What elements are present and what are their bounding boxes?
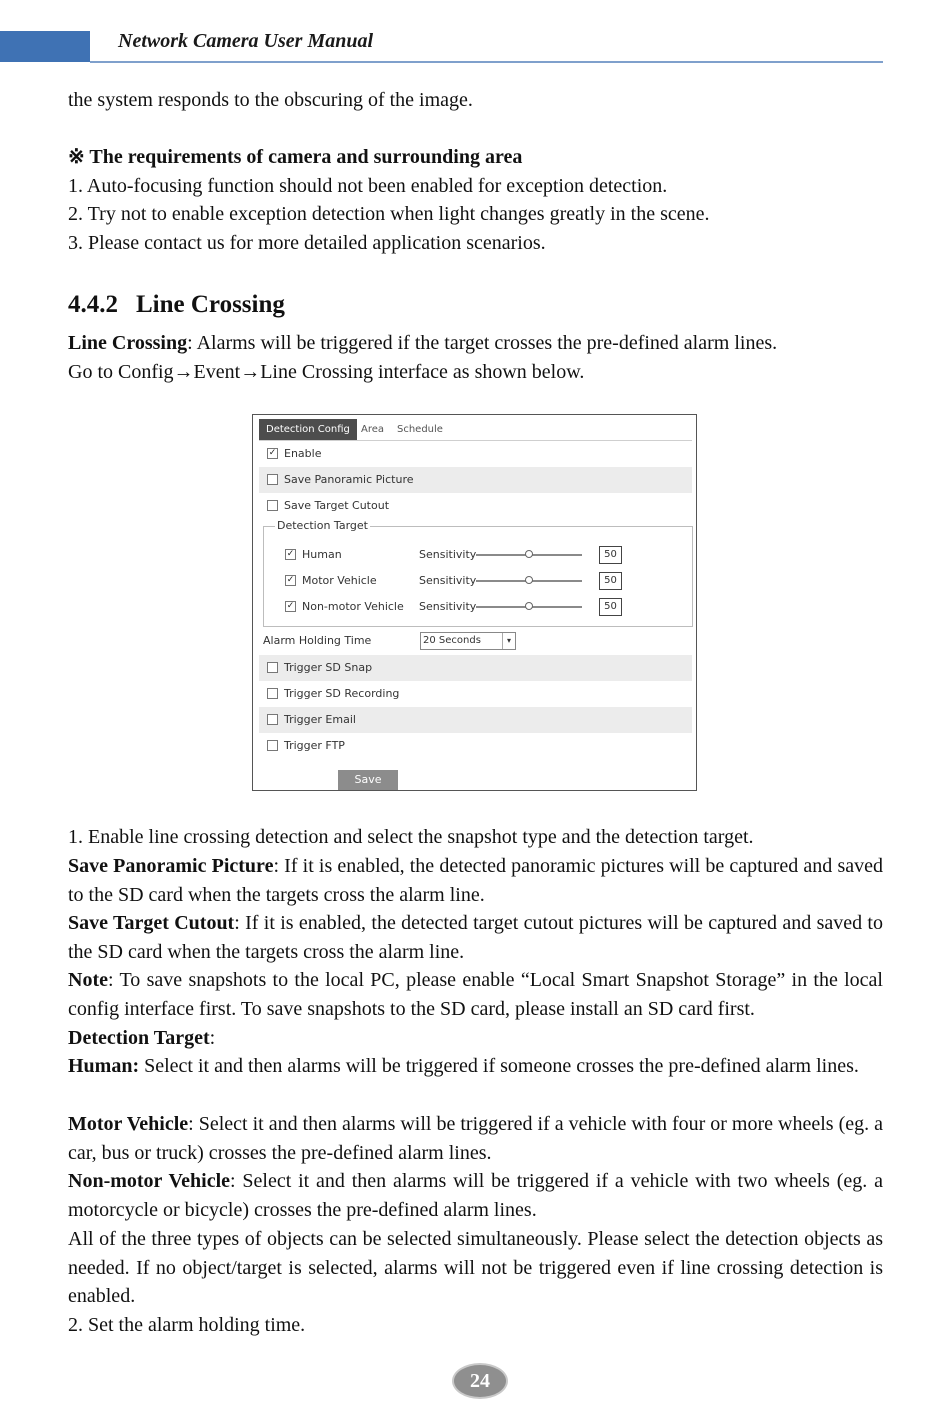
trigger-ftp-checkbox[interactable]	[267, 740, 278, 751]
sensitivity-slider[interactable]	[476, 580, 582, 582]
trigger-email-row[interactable]	[259, 707, 692, 733]
save-cutout-row[interactable]	[259, 493, 692, 519]
term: Save Target Cutout	[68, 912, 235, 934]
term: Human:	[68, 1055, 140, 1077]
term: Detection Target	[68, 1027, 210, 1049]
line-crossing-definition	[68, 329, 883, 358]
slider-knob[interactable]	[525, 550, 533, 558]
term: Note	[68, 969, 108, 991]
sensitivity-slider[interactable]	[476, 554, 582, 556]
requirement-item: 2. Try not to enable exception detection when light changes greatly in the scene.	[68, 203, 710, 225]
running-header-title: Network Camera User Manual	[118, 30, 374, 52]
target-name: Human	[302, 548, 342, 561]
definition-text: : Alarms will be triggered if the target crosses the pre-defined alarm lines.	[187, 332, 778, 354]
slider-knob[interactable]	[525, 602, 533, 610]
target-name: Motor Vehicle	[302, 574, 377, 587]
all-three-paragraph: All of the three types of objects can be selected simultaneously. Please select the detection objects as needed. If no object/target is selected, alarms will not be triggered even if line crossing detection is enabled.	[68, 1228, 883, 1308]
save-panoramic-row[interactable]	[259, 467, 692, 493]
intro-tail: the system responds to the obscuring of the image.	[68, 89, 473, 111]
header-accent-bar	[0, 31, 90, 62]
requirement-item: 3. Please contact us for more detailed application scenarios.	[68, 232, 546, 254]
section-heading	[68, 291, 285, 319]
tab-detection-config[interactable]: Detection Config	[259, 419, 357, 440]
enable-row[interactable]	[259, 441, 692, 467]
goto-instruction: Go to Config→Event→Line Crossing interface as shown below.	[68, 361, 585, 383]
save-panoramic-checkbox[interactable]	[267, 474, 278, 485]
header-rule	[90, 61, 883, 63]
sensitivity-value[interactable]: 50	[599, 572, 622, 590]
sensitivity-label: Sensitivity	[419, 574, 477, 587]
sensitivity-slider[interactable]	[476, 606, 582, 608]
alarm-holding-value: 20 Seconds	[423, 635, 481, 646]
trigger-ftp-row[interactable]	[259, 733, 692, 759]
alarm-holding-label: Alarm Holding Time	[263, 634, 372, 647]
term: Save Panoramic Picture	[68, 855, 274, 877]
trigger-ftp-label: Trigger FTP	[284, 739, 345, 752]
term: Motor Vehicle	[68, 1113, 189, 1135]
trigger-sd-recording-row[interactable]	[259, 681, 692, 707]
page-number: 24	[452, 1363, 508, 1399]
term: Non-motor Vehicle	[68, 1170, 231, 1192]
trigger-sd-recording-label: Trigger SD Recording	[284, 687, 400, 700]
trigger-email-label: Trigger Email	[284, 713, 356, 726]
human-checkbox-checked[interactable]: ✓	[286, 548, 295, 559]
description-text: : If it is enabled, the detected panoramic pictures will be captured and saved to the SD card when the targets cross the alarm line.	[68, 855, 883, 906]
step-2: 2. Set the alarm holding time.	[68, 1314, 306, 1336]
save-button[interactable]: Save	[338, 770, 398, 790]
detection-target-heading	[68, 1024, 883, 1053]
trigger-email-checkbox[interactable]	[267, 714, 278, 725]
chevron-down-icon[interactable]: ▾	[502, 633, 515, 649]
detection-target-legend: Detection Target	[277, 519, 368, 532]
description-text: : If it is enabled, the detected target cutout pictures will be captured and saved to the SD card when the targets cross the alarm line.	[68, 912, 883, 963]
save-panoramic-description	[68, 852, 883, 909]
trigger-sd-snap-row[interactable]	[259, 655, 692, 681]
save-panoramic-label: Save Panoramic Picture	[284, 473, 414, 486]
sensitivity-label: Sensitivity	[419, 600, 477, 613]
alarm-holding-select[interactable]	[420, 632, 516, 650]
sensitivity-label: Sensitivity	[419, 548, 477, 561]
target-row-non-motor-vehicle	[277, 598, 677, 616]
description-text: : Select it and then alarms will be triggered if a vehicle with two wheels (eg. a motorcycle or bicycle) crosses the pre-defined alarm lines.	[68, 1170, 883, 1221]
step-1: 1. Enable line crossing detection and select the snapshot type and the detection target.	[68, 826, 754, 848]
tab-bar	[259, 419, 692, 441]
non-motor-vehicle-description	[68, 1167, 883, 1224]
sensitivity-value[interactable]: 50	[599, 598, 622, 616]
save-cutout-description	[68, 909, 883, 966]
motor-vehicle-description	[68, 1110, 883, 1167]
sensitivity-value[interactable]: 50	[599, 546, 622, 564]
requirements-heading: ※ The requirements of camera and surrounding area	[68, 146, 523, 168]
enable-checkbox-checked[interactable]: ✓	[268, 447, 277, 458]
trigger-sd-recording-checkbox[interactable]	[267, 688, 278, 699]
term: Line Crossing	[68, 332, 188, 354]
description-text: Select it and then alarms will be triggered if someone crosses the pre-defined alarm lines.	[139, 1055, 859, 1077]
save-cutout-label: Save Target Cutout	[284, 499, 390, 512]
requirement-item: 1. Auto-focusing function should not been enabled for exception detection.	[68, 175, 668, 197]
section-number: 4.4.2	[68, 291, 118, 318]
enable-label: Enable	[284, 447, 322, 460]
description-text: :	[209, 1027, 216, 1049]
target-row-motor-vehicle	[277, 572, 677, 590]
target-row-human	[277, 546, 677, 564]
human-description	[68, 1052, 883, 1081]
trigger-sd-snap-label: Trigger SD Snap	[284, 661, 373, 674]
motor-vehicle-checkbox-checked[interactable]: ✓	[286, 574, 295, 585]
tab-schedule[interactable]: Schedule	[397, 424, 443, 435]
save-cutout-checkbox[interactable]	[267, 500, 278, 511]
trigger-sd-snap-checkbox[interactable]	[267, 662, 278, 673]
tab-area[interactable]: Area	[361, 424, 385, 435]
note	[68, 966, 883, 1023]
description-text: : To save snapshots to the local PC, please enable “Local Smart Snapshot Storage” in the local config interface first. To save snapshots to the SD card, please install an SD card first.	[68, 969, 883, 1020]
slider-knob[interactable]	[525, 576, 533, 584]
description-text: : Select it and then alarms will be triggered if a vehicle with four or more wheels (eg. a car, bus or truck) crosses the pre-defined alarm lines.	[68, 1113, 883, 1164]
target-name: Non-motor Vehicle	[302, 600, 404, 613]
section-title: Line Crossing	[136, 291, 285, 318]
line-crossing-config-screenshot	[252, 414, 697, 791]
non-motor-vehicle-checkbox-checked[interactable]: ✓	[286, 600, 295, 611]
